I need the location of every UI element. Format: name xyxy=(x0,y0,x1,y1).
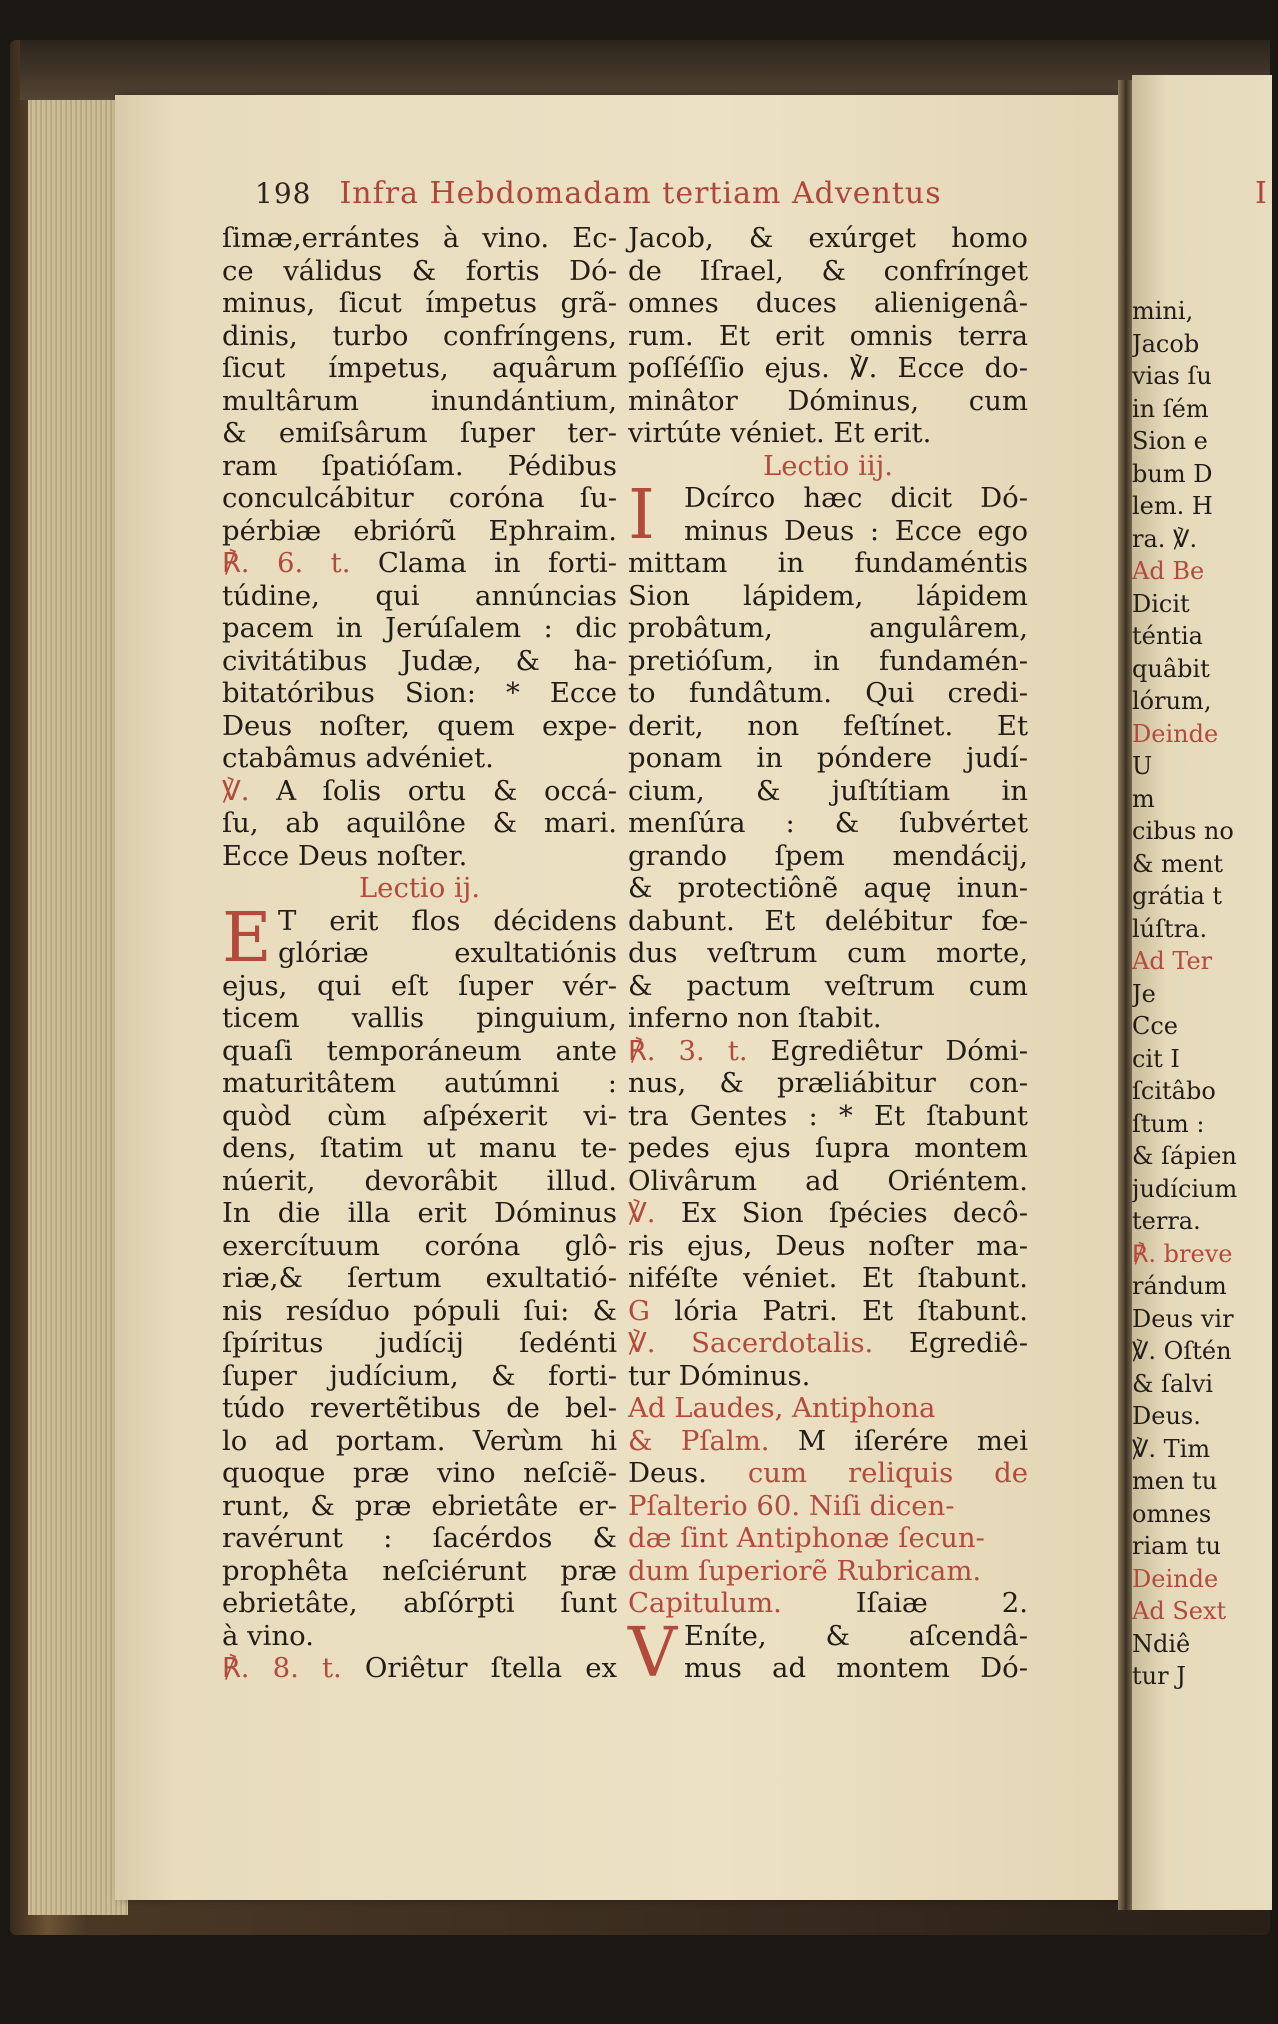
text-line xyxy=(222,1295,617,1328)
line-text: virtúte véniet. Et erit. xyxy=(628,417,932,449)
facing-page-line: Deinde xyxy=(1132,719,1219,748)
line-text: prophêta neſciérunt præ xyxy=(222,1554,617,1587)
text-line xyxy=(222,352,617,385)
facing-page-line: in ſém xyxy=(1132,394,1209,423)
text-line xyxy=(222,1327,617,1360)
text-line xyxy=(222,1262,617,1295)
facing-page-line: cibus no xyxy=(1132,817,1234,845)
facing-page-line: Deus vir xyxy=(1132,1304,1234,1333)
line-text: poſſéſſio ejus. ℣. Ecce do- xyxy=(628,352,1028,384)
line-text: quaſi temporáneum ante xyxy=(222,1034,617,1067)
text-line xyxy=(628,1165,1028,1198)
facing-page-line: téntia xyxy=(1132,622,1203,650)
text-line xyxy=(222,515,617,548)
facing-page-line: Deinde xyxy=(1132,1564,1219,1593)
rubric-marker: G xyxy=(628,1294,650,1327)
text-line xyxy=(222,1132,617,1165)
text-line xyxy=(628,1490,1028,1523)
running-header xyxy=(255,176,942,211)
text-line xyxy=(222,1587,617,1620)
facing-page-line: ℟. breve xyxy=(1132,1239,1233,1268)
facing-page-line: Sion e xyxy=(1132,427,1208,455)
text-line xyxy=(222,645,617,678)
facing-page-line: Deus. xyxy=(1132,1402,1201,1430)
text-line xyxy=(222,775,617,808)
text-line xyxy=(222,1522,617,1555)
text-line xyxy=(222,1100,617,1133)
facing-page-lines xyxy=(1132,295,1237,1693)
line-text: Lectio iij. xyxy=(763,449,893,482)
line-text: Dcírco hæc dicit Dó- xyxy=(684,482,1028,514)
line-text: pretióſum, in fundamén- xyxy=(628,644,1028,677)
line-text: tra Gentes : * Et ſtabunt xyxy=(628,1099,1028,1132)
line-text: tur Dóminus. xyxy=(628,1359,811,1392)
line-text: Lectio ij. xyxy=(358,872,481,904)
text-line xyxy=(628,287,1028,320)
drop-cap: I xyxy=(628,476,655,555)
line-text: dabunt. Et delébitur fœ- xyxy=(628,904,1028,937)
text-line xyxy=(628,710,1028,743)
line-text: lo ad portam. Verùm hi xyxy=(222,1424,617,1457)
facing-page-line: tur J xyxy=(1132,1662,1186,1690)
text-line xyxy=(628,255,1028,288)
text-line xyxy=(222,1620,617,1653)
line-text: Pſalterio 60. Niſi dicen- xyxy=(628,1489,955,1522)
text-line xyxy=(628,352,1028,385)
line-text: inferno non ſtabit. xyxy=(628,1002,882,1034)
facing-page-line: terra. xyxy=(1132,1207,1201,1235)
text-line xyxy=(628,937,1028,970)
line-text: ſpíritus judícij ſedénti xyxy=(222,1327,617,1359)
text-line xyxy=(628,677,1028,710)
facing-page-line: grátia t xyxy=(1132,882,1223,910)
text-line xyxy=(222,937,617,970)
rubric-marker: ℟. 6. t. xyxy=(222,547,351,579)
rubric-marker: & Pſalm. xyxy=(628,1424,770,1457)
line-text: ponam in póndere judí- xyxy=(628,742,1028,774)
right-text-column xyxy=(628,222,1028,1693)
drop-cap: V xyxy=(628,1613,678,1693)
text-line xyxy=(628,222,1028,255)
facing-page-line: ſtum : xyxy=(1132,1109,1205,1138)
facing-page-line: bum D xyxy=(1132,459,1213,488)
text-line xyxy=(222,1457,617,1490)
text-line xyxy=(222,320,617,353)
line-text: Olivârum ad Oriéntem. xyxy=(628,1164,1028,1197)
facing-page-line: Jacob xyxy=(1132,329,1200,358)
line-text: exercítuum coróna glô- xyxy=(222,1229,617,1262)
facing-page-line: & ſápien xyxy=(1132,1142,1237,1170)
text-line xyxy=(628,1230,1028,1263)
facing-page-line: & ſalvi xyxy=(1132,1369,1214,1398)
line-text: Sion lápidem, lápidem xyxy=(628,579,1028,612)
text-line xyxy=(628,1197,1028,1230)
text-line xyxy=(628,742,1028,775)
drop-cap: E xyxy=(222,898,272,978)
text-line xyxy=(628,872,1028,905)
facing-page-line: U xyxy=(1132,752,1153,780)
line-text: & pactum veſtrum cum xyxy=(628,969,1028,1002)
line-text: Egrediê- xyxy=(873,1327,1028,1359)
line-text: Ad Laudes, Antiphona xyxy=(628,1392,936,1424)
text-line xyxy=(628,905,1028,938)
text-line xyxy=(222,287,617,320)
text-line xyxy=(628,580,1028,613)
facing-page-line: omnes xyxy=(1132,1499,1212,1528)
text-line xyxy=(628,1067,1028,1100)
line-text: pedes ejus ſupra montem xyxy=(628,1132,1028,1164)
line-text: ravérunt : ſacérdos & xyxy=(222,1522,617,1554)
line-text: derit, non feſtínet. Et xyxy=(628,709,1028,742)
text-line xyxy=(222,1360,617,1393)
line-text: rum. Et erit omnis terra xyxy=(628,319,1028,352)
facing-page-line: ra. ℣. xyxy=(1132,524,1198,553)
text-line xyxy=(222,840,617,873)
text-line xyxy=(222,742,617,775)
line-text: túdine, qui annúncias xyxy=(222,579,617,612)
text-line xyxy=(222,612,617,645)
facing-page-line: Ndiê xyxy=(1132,1629,1191,1658)
text-line xyxy=(628,547,1028,580)
line-text: lória Patri. Et ſtabunt. xyxy=(649,1294,1028,1327)
text-line xyxy=(222,970,617,1003)
facing-page-header: I xyxy=(1255,176,1267,211)
line-text: ctabâmus advéniet. xyxy=(222,742,494,774)
line-text: riæ,& ſertum exultatió- xyxy=(222,1262,617,1294)
text-line xyxy=(628,385,1028,418)
rubric-marker: Capitulum. xyxy=(628,1587,782,1619)
line-text: pérbiæ ebriórũ Ephraim. xyxy=(222,514,617,547)
text-line xyxy=(628,1522,1028,1555)
line-text: omnes duces alienigenâ- xyxy=(628,287,1028,319)
line-text: ſicut ímpetus, aquârum xyxy=(222,352,617,384)
facing-page-line: Ad Sext xyxy=(1132,1597,1227,1625)
line-text: ce válidus & fortis Dó- xyxy=(222,254,617,287)
line-text: ſu, ab aquilône & mari. xyxy=(222,807,617,839)
line-text: dæ ſint Antiphonæ ſecun- xyxy=(628,1522,985,1554)
text-line xyxy=(222,807,617,840)
text-line xyxy=(222,385,617,418)
text-line xyxy=(222,1197,617,1230)
facing-page-line: riam tu xyxy=(1132,1532,1221,1560)
line-text: multârum inundántium, xyxy=(222,384,617,417)
text-line xyxy=(628,1327,1028,1360)
line-text: Ex Sion ſpécies decô- xyxy=(655,1197,1028,1229)
line-text: dum ſuperiorẽ Rubricam. xyxy=(628,1554,982,1587)
line-text: quoque præ vino neſciẽ- xyxy=(222,1457,617,1489)
line-text: Ecce Deus noſter. xyxy=(222,839,468,872)
lectio-heading xyxy=(628,450,1028,483)
rubric-marker: ℣. xyxy=(222,774,250,807)
line-text: ſuper judícium, & forti- xyxy=(222,1359,617,1392)
facing-page-line: mini, xyxy=(1132,297,1194,325)
line-text: Clama in forti- xyxy=(350,547,618,579)
text-line xyxy=(222,482,617,515)
line-text: minâtor Dóminus, cum xyxy=(628,384,1028,417)
facing-page-line: Dicit xyxy=(1132,589,1190,618)
text-line xyxy=(222,450,617,483)
facing-page-line: ℣. Tim xyxy=(1132,1434,1211,1463)
line-text: runt, & præ ebrietâte er- xyxy=(222,1489,617,1522)
line-text: civitátibus Judæ, & ha- xyxy=(222,644,617,677)
text-line xyxy=(222,710,617,743)
line-text: à vino. xyxy=(222,1619,314,1652)
line-text: Eníte, & aſcendâ- xyxy=(684,1619,1028,1652)
rubric-marker: cum reliquis de xyxy=(747,1457,1028,1489)
line-text: pacem in Jerúſalem : dic xyxy=(222,612,617,644)
left-text-column xyxy=(222,222,617,1685)
text-line xyxy=(628,807,1028,840)
facing-page-line: cit I xyxy=(1132,1044,1180,1073)
text-line xyxy=(222,1165,617,1198)
line-text: ebrietâte, abſórpti ſunt xyxy=(222,1587,617,1619)
line-text: ticem vallis pinguium, xyxy=(222,1002,617,1034)
text-line xyxy=(222,1035,617,1068)
text-line xyxy=(628,645,1028,678)
text-line xyxy=(222,1425,617,1458)
line-text: ram ſpatióſam. Pédibus xyxy=(222,449,617,482)
text-line xyxy=(628,840,1028,873)
line-text: túdo revertẽtibus de bel- xyxy=(222,1392,617,1424)
facing-page-line: lórum, xyxy=(1132,687,1212,715)
facing-page-line: Ad Be xyxy=(1132,557,1205,585)
line-text: dens, ſtatim ut manu te- xyxy=(222,1132,617,1164)
line-text: mus ad montem Dó- xyxy=(684,1652,1028,1684)
line-text: bitatóribus Sion: * Ecce xyxy=(222,677,617,709)
text-line xyxy=(222,1230,617,1263)
text-line xyxy=(628,1652,1028,1685)
line-text: quòd cùm aſpéxerit vi- xyxy=(222,1099,617,1132)
text-line xyxy=(222,1555,617,1588)
text-line xyxy=(222,1067,617,1100)
rubric-marker: ℣. xyxy=(628,1197,656,1229)
text-line xyxy=(628,1035,1028,1068)
line-text: & emiſsârum ſuper ter- xyxy=(222,417,617,449)
facing-page-line: lem. H xyxy=(1132,492,1213,520)
facing-page-line: Cce xyxy=(1132,1012,1179,1040)
line-text: Egrediêtur Dómi- xyxy=(747,1034,1028,1067)
text-line xyxy=(628,1457,1028,1490)
line-text: Deus. xyxy=(628,1457,748,1489)
line-text: menſúra : & ſubvértet xyxy=(628,807,1028,839)
line-text: niféſte véniet. Et ſtabunt. xyxy=(628,1262,1028,1294)
facing-page-line: ſcitâbo xyxy=(1132,1077,1216,1105)
line-text: mittam in fundaméntis xyxy=(628,547,1028,579)
line-text: ris ejus, Deus noſter ma- xyxy=(628,1229,1028,1262)
text-line xyxy=(222,1002,617,1035)
facing-page-line: quâbit xyxy=(1132,654,1210,683)
line-text: Oriêtur ſtella ex xyxy=(341,1652,617,1684)
lectio-heading xyxy=(222,872,617,905)
line-text: & protectiônẽ aquę inun- xyxy=(628,872,1028,904)
book-top-edge xyxy=(20,40,1270,100)
text-line xyxy=(222,1392,617,1425)
line-text: probâtum, angulârem, xyxy=(628,612,1028,644)
facing-page-line: vias ſu xyxy=(1132,362,1212,390)
text-line xyxy=(222,1490,617,1523)
text-line xyxy=(628,1100,1028,1133)
text-line xyxy=(628,1262,1028,1295)
text-line xyxy=(628,1002,1028,1035)
line-text: cium, & juſtítiam in xyxy=(628,774,1028,807)
line-text: Deus noſter, quem expe- xyxy=(222,709,617,742)
page-stack-edge xyxy=(28,100,128,1915)
facing-page-line: men tu xyxy=(1132,1467,1218,1495)
line-text: glóriæ exultatiónis xyxy=(278,937,617,969)
facing-page-line: judícium xyxy=(1132,1174,1238,1203)
text-line xyxy=(628,970,1028,1003)
text-line xyxy=(628,1360,1028,1393)
text-line xyxy=(222,547,617,580)
line-text: ejus, qui eſt ſuper vér- xyxy=(222,969,617,1002)
line-text: de Iſrael, & confrínget xyxy=(628,254,1028,287)
text-line xyxy=(628,320,1028,353)
running-title: Infra Hebdomadam tertiam Adventus xyxy=(339,176,942,211)
text-line xyxy=(222,580,617,613)
line-text: to fundâtum. Qui credi- xyxy=(628,677,1028,709)
text-line xyxy=(628,515,1028,548)
line-text: conculcábitur coróna ſu- xyxy=(222,482,617,514)
text-line xyxy=(628,1392,1028,1425)
line-text: maturitâtem autúmni : xyxy=(222,1067,617,1099)
line-text: nis resíduo pópuli ſui: & xyxy=(222,1294,617,1327)
facing-page-line: rándum xyxy=(1132,1272,1227,1300)
facing-page-line: & ment xyxy=(1132,849,1224,878)
text-line xyxy=(222,417,617,450)
line-text: T erit flos décidens xyxy=(278,904,617,937)
line-text: In die illa erit Dóminus xyxy=(222,1197,617,1229)
rubric-marker: ℣. Sacerdotalis. xyxy=(628,1327,874,1359)
text-line xyxy=(628,1132,1028,1165)
page-number: 198 xyxy=(255,177,312,210)
line-text: minus, ſicut ímpetus grã- xyxy=(222,287,617,319)
text-line xyxy=(628,1555,1028,1588)
line-text: minus Deus : Ecce ego xyxy=(684,514,1028,547)
text-line xyxy=(628,1425,1028,1458)
line-text: M iſerére mei xyxy=(769,1424,1028,1457)
line-text: A ſolis ortu & occá- xyxy=(249,774,617,807)
text-line xyxy=(222,1652,617,1685)
line-text: ſimæ,errántes à vino. Ec- xyxy=(222,222,617,254)
line-text: grando ſpem mendácij, xyxy=(628,839,1028,872)
text-line xyxy=(222,255,617,288)
text-line xyxy=(628,1295,1028,1328)
text-line xyxy=(628,775,1028,808)
rubric-marker: ℟. 3. t. xyxy=(628,1034,748,1067)
line-text: nus, & præliábitur con- xyxy=(628,1067,1028,1099)
line-text: Jacob, & exúrget homo xyxy=(628,222,1028,254)
text-line xyxy=(628,1587,1028,1620)
line-text: Iſaiæ 2. xyxy=(781,1587,1028,1619)
facing-page-line: Je xyxy=(1132,979,1156,1008)
line-text: dus veſtrum cum morte, xyxy=(628,937,1028,969)
line-text: dinis, turbo confríngens, xyxy=(222,319,617,352)
text-line xyxy=(222,222,617,255)
facing-page-line: lúſtra. xyxy=(1132,914,1208,943)
line-text: núerit, devorâbit illud. xyxy=(222,1164,617,1197)
text-line xyxy=(222,677,617,710)
facing-page-line: m xyxy=(1132,784,1155,813)
text-line xyxy=(628,417,1028,450)
facing-page xyxy=(1132,75,1272,1910)
facing-page-line: ℣. Oſtén xyxy=(1132,1337,1232,1365)
text-line xyxy=(628,612,1028,645)
rubric-marker: ℟. 8. t. xyxy=(222,1652,342,1684)
facing-page-line: Ad Ter xyxy=(1132,947,1213,975)
